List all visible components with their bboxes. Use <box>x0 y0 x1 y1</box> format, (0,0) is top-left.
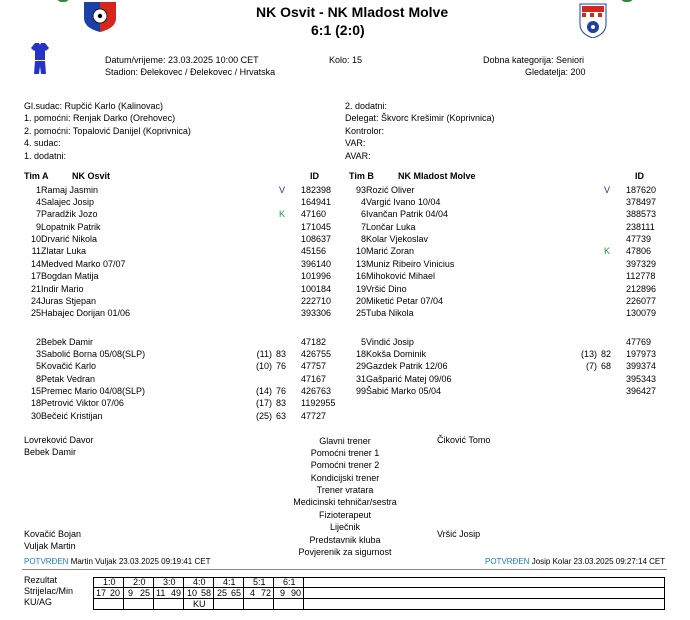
staff-name: Kovačić Bojan <box>24 529 82 539</box>
grid-separator <box>243 577 244 610</box>
staff-role: Medicinski tehničar/sestra <box>293 497 397 508</box>
sub-row: 2 Bebek Damir 47182 <box>35 336 327 347</box>
sub-row: 5 Vindić Josip 47769 <box>360 336 652 347</box>
player-row: 19 Vršić Dino 212896 <box>355 283 657 294</box>
sub-row: 3 Sabolić Borna 05/08(SLP) (11) 83 426755 <box>35 348 332 359</box>
official-line: Kontrolor: <box>345 125 385 136</box>
score-cell: 3:0 <box>163 577 176 587</box>
player-row: 1 Ramaj Jasmin V 182398 <box>35 184 332 195</box>
team-a-confirmation <box>24 557 210 566</box>
staff-name: Vuljak Martin <box>24 541 76 552</box>
player-row: 8 Kolar Vjekoslav 47739 <box>360 234 652 245</box>
team-a-staff-top <box>24 434 94 459</box>
official-line: AVAR: <box>345 150 371 161</box>
sub-row: 31 Gašparić Matej 09/06 395343 <box>355 373 657 384</box>
score-cell: 2:0 <box>133 577 146 587</box>
scorer-cell: 11 <box>156 588 166 598</box>
sub-row: 18 Kokša Dominik (13) 82 197973 <box>355 348 657 359</box>
player-row: 4 Salajec Josip 164941 <box>35 196 332 207</box>
team-b-starters <box>345 184 665 320</box>
minute-cell: 90 <box>291 588 302 598</box>
score-cell: 1:0 <box>103 577 116 587</box>
confirmed-text: Josip Kolar 23.03.2025 09:27:14 CET <box>531 557 666 566</box>
ku-cell: KU <box>193 599 206 609</box>
team-a-staff-bottom <box>24 528 81 553</box>
result-label: Rezultat <box>24 575 58 585</box>
staff-roles <box>245 435 445 559</box>
team-b-subs <box>345 336 665 398</box>
scorer-cell: 9 <box>128 588 134 598</box>
player-row: 93 Rozić Oliver V 187620 <box>355 184 657 195</box>
divider <box>22 569 667 570</box>
team-a-starters <box>20 184 340 320</box>
score-cell: 6:1 <box>283 577 296 587</box>
player-row: 10 Marić Zoran K 47806 <box>355 246 652 257</box>
ku-ag-label: KU/AG <box>24 597 53 607</box>
scorer-label: Strijelac/Min <box>24 586 74 596</box>
scorer-cell: 17 <box>96 588 107 598</box>
sub-row: 30 Bečeić Kristijan (25) 63 47727 <box>30 410 327 421</box>
staff-role: Glavni trener <box>319 435 371 446</box>
scorer-cell: 10 <box>187 588 198 598</box>
confirmed-text: Martin Vuljak 23.03.2025 09:19:41 CET <box>70 557 211 566</box>
grid-separator <box>213 577 214 610</box>
match-datetime: Datum/vrijeme: 23.03.2025 10:00 CET <box>105 55 259 65</box>
match-score: 6:1 (2:0) <box>311 22 365 38</box>
player-row: 17 Bogdan Matija 101996 <box>30 271 332 282</box>
minute-cell: 72 <box>261 588 272 598</box>
team-b-staff-top <box>437 434 490 446</box>
top-left-green-mark <box>56 0 70 2</box>
match-title: NK Osvit - NK Mladost Molve <box>256 4 449 20</box>
staff-role: Pomoćni trener 1 <box>310 447 380 458</box>
scorer-cell: 25 <box>217 588 228 598</box>
player-row: 25 Habajec Dorijan 01/06 393306 <box>30 308 332 319</box>
official-line: 1. dodatni: <box>24 150 67 161</box>
official-line: 1. pomoćni: Renjak Darko (Orehovec) <box>24 113 176 124</box>
minute-cell: 20 <box>110 588 121 598</box>
staff-role: Pomoćni trener 2 <box>310 460 380 471</box>
player-row: 13 Muniz Ribeiro Vinicius 397329 <box>355 258 657 269</box>
player-row: 6 Ivančan Patrik 04/04 388573 <box>360 209 657 220</box>
player-row: 20 Miketić Petar 07/04 226077 <box>355 296 657 307</box>
player-row: 24 Juras Stjepan 222710 <box>30 296 332 307</box>
minute-cell: 58 <box>201 588 212 598</box>
sub-row: 5 Kovačić Karlo (10) 76 47757 <box>35 361 327 372</box>
staff-role: Fizioterapeut <box>318 509 372 520</box>
officials-right <box>345 100 495 162</box>
official-line: 2. dodatni: <box>345 101 388 111</box>
player-row: 7 Lončar Luka 238111 <box>360 221 655 232</box>
grid-separator <box>183 577 184 610</box>
away-club-logo <box>578 2 608 38</box>
score-cell: 4:1 <box>223 577 236 587</box>
grid-separator <box>303 577 304 610</box>
match-round: Kolo: 15 <box>329 55 363 65</box>
sub-row: 15 Premec Mario 04/08(SLP) (14) 76 426763 <box>30 386 332 397</box>
confirmed-label: POTVRĐEN <box>24 557 69 566</box>
confirmed-label: POTVRĐEN <box>485 557 530 566</box>
scorer-cell: 9 <box>280 588 286 598</box>
team-b-confirmation <box>485 557 665 566</box>
staff-name: Čiković Tomo <box>437 435 491 445</box>
results-grid-line <box>93 598 665 599</box>
team-b-label: Tim B <box>349 171 374 181</box>
staff-name: Lovreković Davor <box>24 435 94 445</box>
home-club-logo <box>80 0 120 32</box>
official-line: Gl.sudac: Rupčić Karlo (Kalinovac) <box>24 101 164 111</box>
score-cell: 5:1 <box>253 577 266 587</box>
official-line: VAR: <box>345 138 366 149</box>
player-row: 25 Tuba Nikola 130079 <box>355 308 657 319</box>
staff-name: Vršić Josip <box>437 529 481 539</box>
grid-separator <box>153 577 154 610</box>
player-row: 16 Mihoković Mihael 112778 <box>355 271 656 282</box>
player-row: 7 Paradžik Jozo K 47160 <box>35 209 327 220</box>
grid-separator <box>273 577 274 610</box>
team-a-label: Tim A <box>24 171 49 181</box>
team-b-name: NK Mladost Molve <box>398 171 476 181</box>
minute-cell: 65 <box>231 588 242 598</box>
spectators: Gledatelja: 200 <box>525 67 586 77</box>
sub-row: 8 Petak Vedran 47167 <box>35 373 327 384</box>
home-kit-icon <box>30 42 50 76</box>
minute-cell: 49 <box>171 588 182 598</box>
age-category: Dobna kategorija: Seniori <box>483 55 585 65</box>
player-row: 11 Zlatar Luka 45156 <box>31 246 327 257</box>
staff-role: Povjerenik za sigurnost <box>298 547 392 558</box>
player-row: 21 Indir Mario 100184 <box>30 283 332 294</box>
sub-row: 18 Petrović Viktor 07/06 (17) 83 1192955 <box>30 398 336 409</box>
team-b-staff-bottom <box>437 528 480 540</box>
team-a-id-header: ID <box>310 171 319 181</box>
staff-name: Bebek Damir <box>24 447 77 458</box>
player-row: 14 Medved Marko 07/07 396140 <box>30 258 332 269</box>
score-cell: 4:0 <box>193 577 206 587</box>
player-row: 9 Lopatnik Patrik 171045 <box>35 221 332 232</box>
team-a-name: NK Osvit <box>72 171 111 181</box>
team-b-id-header: ID <box>635 171 644 181</box>
official-line: Delegat: Škvorc Krešimir (Koprivnica) <box>345 113 495 124</box>
staff-role: Predstavnik kluba <box>309 534 381 545</box>
results-labels <box>24 575 73 608</box>
sub-row: 99 Šabić Marko 05/04 396427 <box>355 386 657 397</box>
staff-role: Trener vratara <box>316 485 374 496</box>
official-line: 4. sudac: <box>24 138 61 149</box>
team-a-subs <box>20 336 340 423</box>
top-right-green-mark <box>620 0 634 2</box>
player-row: 4 Vargić Ivano 10/04 378497 <box>360 196 657 207</box>
staff-role: Kondicijski trener <box>310 472 380 483</box>
sub-row: 29 Gazdek Patrik 12/06 (7) 68 399374 <box>355 361 657 372</box>
scorer-cell: 4 <box>250 588 256 598</box>
official-line: 2. pomoćni: Topalović Danijel (Koprivnica) <box>24 125 191 136</box>
player-row: 10 Drvarić Nikola 108637 <box>30 234 332 245</box>
stadium: Stadion: Đelekovec / Đelekovec / Hrvatska <box>105 67 276 77</box>
officials-left <box>24 100 191 162</box>
grid-separator <box>123 577 124 610</box>
staff-role: Liječnik <box>329 522 360 533</box>
minute-cell: 25 <box>140 588 151 598</box>
